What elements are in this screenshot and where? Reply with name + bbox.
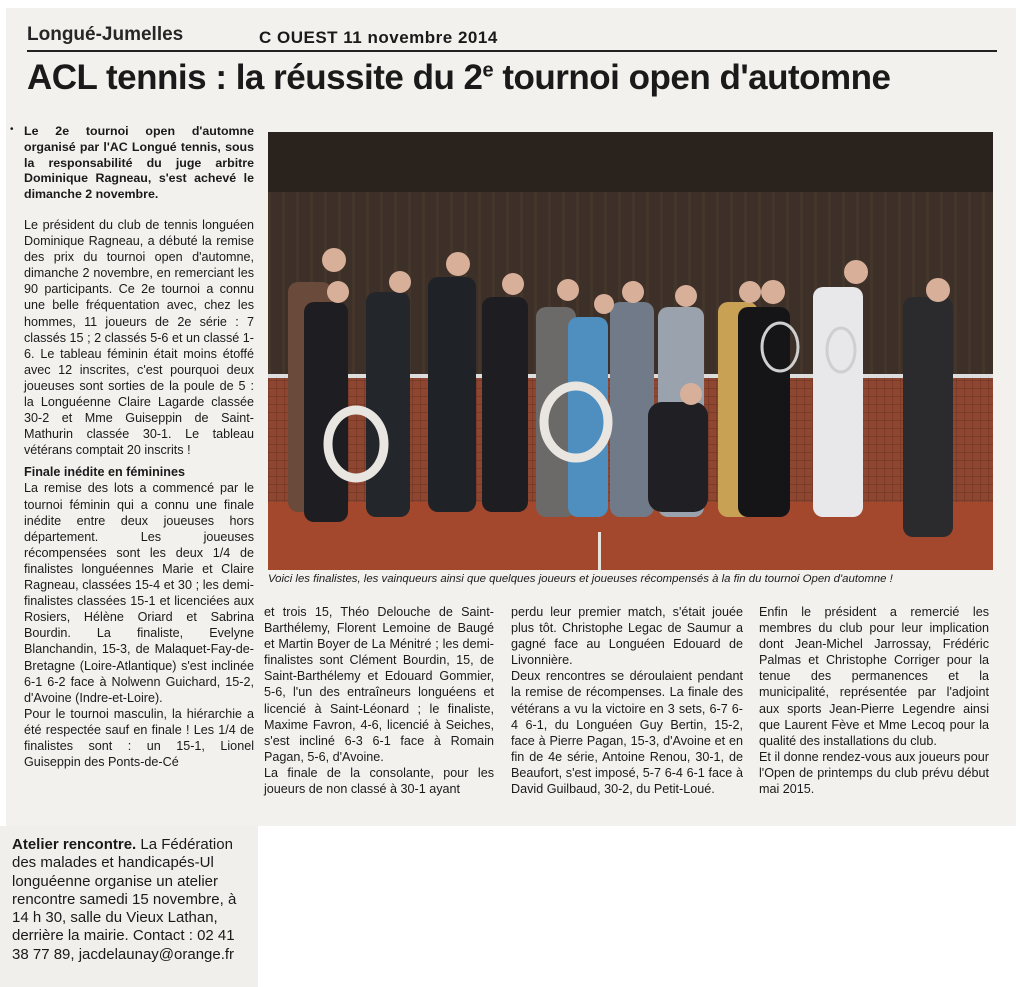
headline-part-1: ACL tennis : la réussite du 2 [27,58,483,97]
paragraph-7: Deux rencontres se déroulaient pendant la remise de récompenses. La finale des vétérans a vu la victoire en 3 sets, 6-7 6-4 6-1, du Longuéen Guy Bertin, 15-2, face à Pierre Pagan, 15-3, d'Avoine et en fin de 4e série, Antoine Renou, 30-1, de Beaufort, s'est imposé, 5-7 6-4 6-1 face à David Guilbaud, 30-2, du Petit-Loué. [511,669,743,797]
paragraph-5: La finale de la consolante, pour les joueurs de non classé à 30-1 ayant [264,765,494,797]
paragraph-8: Enfin le président a remercié les membres du club pour leur implication dont Jean-Michel Jarrossay, Frédéric Palmas et Christophe Corriger pour la tenue des permanences et la municipalité, représentée par l'adjoint aux sports Jean-Pierre Legendre ainsi que Laurent Fève et Mme Lecoq pour la qualité des installations du club. [759,605,989,748]
paragraph-2: La remise des lots a commencé par le tournoi féminin qui a connu une finale inédite entre deux joueuses hors département. Les joueuses récompensées sont les deux 1/4 de finalistes longuéennes Marie et Claire Ragneau, classées 15-4 et 30 ; les demi-finalistes classées 15-1 et licenciées aux Rosiers, Hélène Oriard et Sabrina Bourdin. La finaliste, Evelyne Blanchandin, 15-3, de Malaquet-Fay-de-Bretagne (Loire-Atlantique) s'est inclinée 6-1 6-2 face à Nolwenn Guichard, 15-2, d'Avoine (Indre-et-Loire). [24,481,254,705]
paragraph-4: et trois 15, Théo Delouche de Saint-Barthélemy, Florent Lemoine de Baugé et Martin Boyer de La Ménitré ; les demi-finalistes sont Clément Bourdin, 15, de Saint-Barthélemy et Edouard Gommier, 5-6, l'un des entraîneurs longuéens et licencié à Saint-Léonard ; le finaliste, Maxime Favron, 4-6, licencié à Seiches, s'est incliné 6-3 6-1 face à Romain Pagan, 5-6, d'Avoine. [264,605,494,764]
article-column-2 [264,604,494,797]
photo-caption: Voici les finalistes, les vainqueurs ainsi que quelques joueurs et joueuses récompensés à la fin du tournoi Open d'automne ! [268,573,893,585]
article-column-4 [759,604,989,797]
brief-title: Atelier rencontre. [12,836,137,853]
header-source: C OUEST 11 novembre 2014 [259,28,498,47]
lead-bullet: • [10,124,14,135]
headline-part-2: tournoi open d'automne [493,58,891,97]
paragraph-9: Et il donne rendez-vous aux joueurs pour l'Open de printemps du club prévu début mai 2015. [759,749,989,797]
article-column-3 [511,604,743,797]
page-header [27,24,997,52]
brief-body: La Fédération des malades et handicapés-Ul longuéenne organise un atelier rencontre samedi 15 novembre, à 14 h 30, salle du Vieux Lathan, derrière la mairie. Contact : 02 41 38 77 89, jacdelaunay@orange.fr [12,836,237,963]
paragraph-6: perdu leur premier match, s'était jouée plus tôt. Christophe Legac de Saumur a gagné face au Longuéen Edouard de Livonnière. [511,605,743,668]
article-lead: Le 2e tournoi open d'automne organisé par l'AC Longué tennis, sous la responsabilité du juge arbitre Dominique Ragneau, s'est achevé le dimanche 2 novembre. [24,124,254,202]
team-photo-illustration [268,132,993,570]
subheading-feminines: Finale inédite en féminines [24,465,185,480]
article-headline [27,58,891,98]
paragraph-1: Le président du club de tennis longuéen Dominique Ragneau, a débuté la remise des prix du tournoi open d'automne, dimanche 2 novembre, en remerciant les 90 participants. Ce 2e tournoi a connu une belle fréquentation avec, chez les hommes, 11 joueurs de 2e série : 7 classés 15 ; 2 classés 5-6 et un classé 1-6. Le tableau féminin était moins étoffé avec 12 inscrites, c'est pourquoi deux joueuses sont sorties de la poule de 5 : la Longuéenne Claire Lagarde classée 30-2 et Mme Guiseppin de Saint-Mathurin classée 30-1. Le tableau vétérans comptait 20 inscrits ! [24,217,254,458]
brief-text [12,836,248,964]
article-column-1 [24,124,254,770]
paragraph-3: Pour le tournoi masculin, la hiérarchie a été respectée sauf en finale ! Les 1/4 de finalistes sont : un 15-1, Lionel Guiseppin des Ponts-de-Cé [24,706,254,770]
brief-box [0,826,258,987]
team-photo [268,132,993,570]
headline-superscript: e [482,59,494,82]
header-location: Longué-Jumelles [27,24,184,45]
